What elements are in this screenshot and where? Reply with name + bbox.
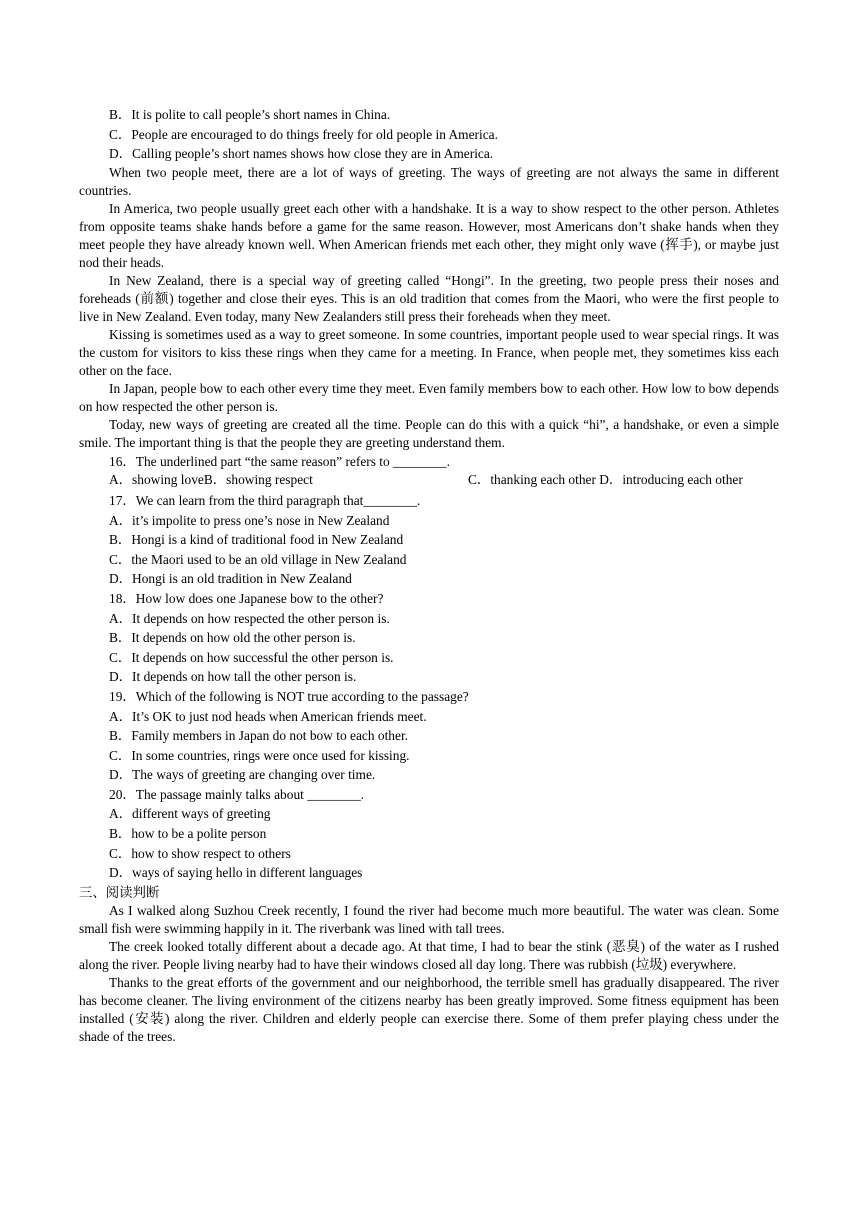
option-c: C．how to show respect to others	[109, 845, 291, 861]
question-18	[79, 589, 779, 687]
option-b: B．how to be a polite person	[109, 826, 267, 842]
option-d: D．The ways of greeting are changing over time.	[109, 767, 376, 783]
option-a: A．it’s impolite to press one’s nose in New Zealand	[109, 512, 390, 528]
options-c-d: C．thanking each other D．introducing each other	[468, 472, 743, 488]
question-stem: 19．Which of the following is NOT true according to the passage?	[109, 688, 469, 704]
section-title: 三、阅读判断	[79, 884, 160, 900]
question-stem: 17．We can learn from the third paragraph that________.	[109, 492, 421, 508]
previous-question-options	[79, 105, 779, 164]
passage-paragraph: When two people meet, there are a lot of ways of greeting. The ways of greeting are not always the same in different countries.	[79, 164, 779, 198]
option-b: B．It depends on how old the other person is.	[109, 630, 356, 646]
question-options-row	[79, 471, 779, 491]
document-page	[79, 105, 779, 1046]
question-stem: 20．The passage mainly talks about ________.	[109, 786, 365, 802]
option-c: C．People are encouraged to do things freely for old people in America.	[109, 126, 498, 142]
passage-paragraph: In America, two people usually greet each other with a handshake. It is a way to show respect to the other person. Athletes from opposite teams shake hands before a game for the same reason. However, most Americans don’t shake hands when they meet people they have already known well. When American friends met each other, they might only wave (挥手), or maybe just nod their heads.	[79, 200, 779, 270]
option-d: D．Hongi is an old tradition in New Zealand	[109, 571, 352, 587]
question-20	[79, 785, 779, 883]
question-stem: 16．The underlined part “the same reason” refers to ________.	[109, 453, 450, 469]
option-a: A．It’s OK to just nod heads when American friends meet.	[109, 708, 427, 724]
option-d: D．It depends on how tall the other person is.	[109, 669, 357, 685]
option-a: A．It depends on how respected the other person is.	[109, 610, 390, 626]
option-b: B．It is polite to call people’s short names in China.	[109, 107, 391, 122]
option-c: C．It depends on how successful the other person is.	[109, 649, 394, 665]
option-c: C．the Maori used to be an old village in New Zealand	[109, 551, 407, 567]
options-a-b: A．showing loveB．showing respect	[109, 472, 313, 488]
option-c: C．In some countries, rings were once used for kissing.	[109, 747, 410, 763]
passage-paragraph: As I walked along Suzhou Creek recently, I found the river had become much more beautiful. The water was clean. Some small fish were swimming happily in it. The riverbank was lined with tall trees.	[79, 903, 779, 937]
option-d: D．Calling people’s short names shows how close they are in America.	[109, 146, 494, 162]
question-19	[79, 687, 779, 785]
option-b: B．Hongi is a kind of traditional food in New Zealand	[109, 532, 404, 548]
option-b: B．Family members in Japan do not bow to each other.	[109, 728, 409, 744]
option-a: A．different ways of greeting	[109, 806, 271, 822]
passage-paragraph: Kissing is sometimes used as a way to greet someone. In some countries, important people used to wear special rings. It was the custom for visitors to kiss these rings when they came for a meeting. In France, when people met, they sometimes kiss each other on the face.	[79, 326, 779, 378]
passage-paragraph: Thanks to the great efforts of the government and our neighborhood, the terrible smell has gradually disappeared. The river has become cleaner. The living environment of the citizens nearby has been greatly improved. Some fitness equipment has been installed (安装) along the river. Children and elderly people can exercise there. Some of them prefer playing chess under the shade of the trees.	[79, 975, 779, 1045]
question-16	[79, 452, 779, 491]
passage-paragraph: The creek looked totally different about a decade ago. At that time, I had to bear the stink (恶臭) of the water as I rushed along the river. People living nearby had to have their windows closed all day long. There was rubbish (垃圾) everywhere.	[79, 939, 779, 973]
question-stem: 18．How low does one Japanese bow to the other?	[109, 590, 384, 606]
passage-paragraph: Today, new ways of greeting are created all the time. People can do this with a quick “hi”, a handshake, or even a simple smile. The important thing is that the people they are greeting understand them.	[79, 416, 779, 450]
reading-passage-suzhou-creek	[79, 902, 779, 1046]
reading-passage-greetings	[79, 164, 779, 452]
passage-paragraph: In New Zealand, there is a special way of greeting called “Hongi”. In the greeting, two people press their noses and foreheads (前额) together and close their eyes. This is an old tradition that comes from the Maori, who were the first people to live in New Zealand. Even today, many New Zealanders still press their foreheads when they meet.	[79, 272, 779, 324]
passage-paragraph: In Japan, people bow to each other every time they meet. Even family members bow to each other. How low to bow depends on how respected the other person is.	[79, 380, 779, 414]
question-17	[79, 491, 779, 589]
option-d: D．ways of saying hello in different languages	[109, 865, 363, 881]
